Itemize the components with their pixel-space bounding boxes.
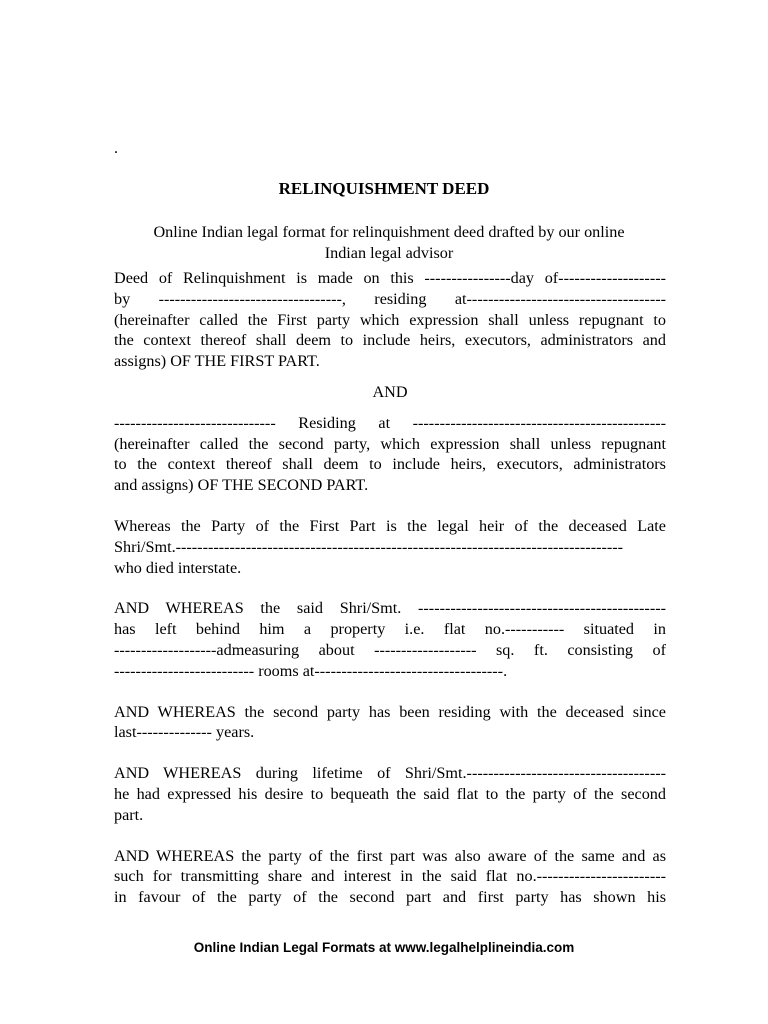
text-line: he had expressed his desire to bequeath the said flat to the party of the second bbox=[114, 784, 666, 803]
document-title: RELINQUISHMENT DEED bbox=[278, 179, 490, 198]
paragraph-and bbox=[114, 382, 666, 403]
text-line: the context thereof shall deem to include heirs, executors, administrators and bbox=[114, 331, 666, 350]
text-line: AND WHEREAS the second party has been residing with the deceased since bbox=[114, 702, 666, 721]
text-line: (hereinafter called the second party, which expression shall unless repugnant bbox=[114, 434, 666, 453]
text-line: Shri/Smt.----------------------------------------------------------------------------------- bbox=[114, 537, 624, 556]
paragraph-whereas-aware bbox=[114, 846, 666, 908]
text-line: has left behind him a property i.e. flat no.----------- situated in bbox=[114, 620, 666, 639]
text-line: AND WHEREAS during lifetime of Shri/Smt.------------------------------------- bbox=[114, 764, 666, 783]
text-line: in favour of the party of the second part and first party has shown his bbox=[114, 888, 666, 907]
paragraph-second-party bbox=[114, 413, 666, 496]
text-line: AND WHEREAS the said Shri/Smt. ---------------------------------------------- bbox=[114, 599, 666, 618]
intro-line: Indian legal advisor bbox=[324, 244, 454, 262]
text-line: AND bbox=[372, 382, 408, 401]
text-line: -------------------admeasuring about ------------------- sq. ft. consisting of bbox=[114, 640, 666, 659]
page-footer: Online Indian Legal Formats at www.legalhelplineindia.com bbox=[193, 940, 575, 955]
text-line: Deed of Relinquishment is made on this ----------------day of-------------------- bbox=[114, 269, 666, 287]
text-line: part. bbox=[114, 805, 144, 824]
paragraph-whereas-property bbox=[114, 598, 666, 681]
intro-line: Online Indian legal format for relinquishment deed drafted by our online bbox=[153, 223, 625, 241]
text-line: -------------------------- rooms at-----------------------------------. bbox=[114, 661, 508, 680]
text-line: AND WHEREAS the party of the first part was also aware of the same and as bbox=[114, 846, 666, 865]
text-line: assigns) OF THE FIRST PART. bbox=[114, 352, 320, 371]
text-line: Whereas the Party of the First Part is the legal heir of the deceased Late bbox=[114, 516, 666, 535]
paragraph-first-party bbox=[114, 268, 666, 372]
text-line: such for transmitting share and interest in the said flat no.------------------------ bbox=[114, 867, 666, 886]
intro-text bbox=[112, 222, 666, 264]
text-line: to the context thereof shall deem to include heirs, executors, administrators bbox=[114, 455, 666, 474]
text-line: (hereinafter called the First party which expression shall unless repugnant to bbox=[114, 310, 666, 329]
text-line: last-------------- years. bbox=[114, 723, 255, 742]
text-line: and assigns) OF THE SECOND PART. bbox=[114, 476, 369, 495]
leading-dot: . bbox=[114, 140, 118, 157]
paragraph-whereas-lifetime bbox=[114, 763, 666, 825]
text-line: by ----------------------------------, residing at------------------------------------- bbox=[114, 289, 666, 308]
paragraph-whereas-heir bbox=[114, 516, 666, 578]
text-line: who died interstate. bbox=[114, 558, 242, 577]
paragraph-whereas-residing bbox=[114, 702, 666, 744]
document-body bbox=[114, 268, 666, 908]
text-line: ------------------------------ Residing at ----------------------------------------------- bbox=[114, 413, 666, 432]
